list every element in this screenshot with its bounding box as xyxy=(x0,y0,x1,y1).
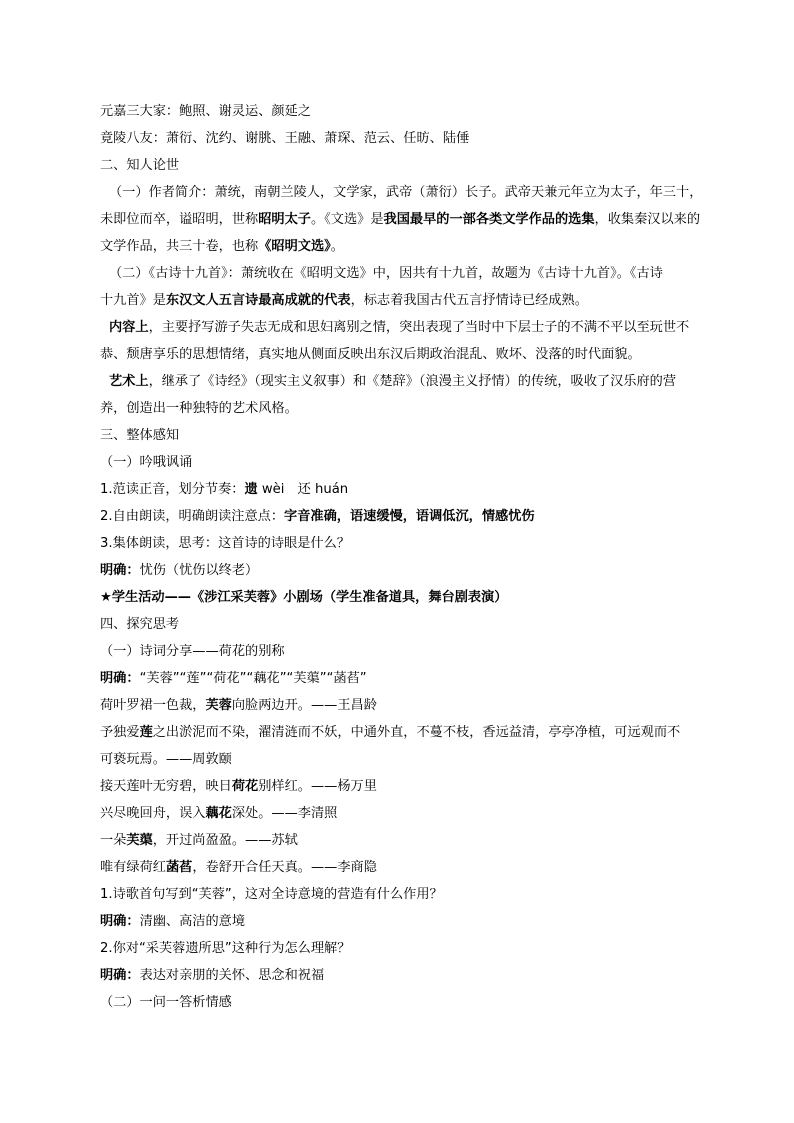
paragraph-line: （二）《古诗十九首》：萧统收在《昭明文选》中，因共有十九首，故题为《古诗十九首》。《古诗 xyxy=(109,266,663,281)
poem-line: 可亵玩焉。——周敦颐 xyxy=(100,752,232,767)
section-heading: 二、知人论世 xyxy=(100,158,180,173)
poem-line: 一朵芙蕖，开过尚盈盈。——苏轼 xyxy=(100,833,298,848)
poem-line: 荷叶罗裙一色裁，芙蓉向脸两边开。——王昌龄 xyxy=(100,698,377,713)
subsection-heading: （一）吟哦讽诵 xyxy=(100,455,193,470)
answer-line: 明确：清幽、高洁的意境 xyxy=(100,914,246,929)
list-item: 2.你对“采芙蓉遗所思”这种行为怎么理解？ xyxy=(100,941,351,956)
paragraph-line: 文学作品，共三十卷，也称《昭明文选》。 xyxy=(100,239,344,254)
text-line: 竟陵八友：萧衍、沈约、谢朓、王融、萧琛、范云、任昉、陆倕 xyxy=(100,131,470,146)
list-item: 2.自由朗读，明确朗读注意点：字音准确，语速缓慢，语调低沉，情感忧伤 xyxy=(100,509,535,524)
paragraph-line: 养，创造出一种独特的艺术风格。 xyxy=(100,401,298,416)
text-line: 元嘉三大家：鲍照、谢灵运、颜延之 xyxy=(100,104,311,119)
paragraph-line: 未即位而卒，谥昭明，世称昭明太子。《文选》是我国最早的一部各类文学作品的选集，收集秦汉以来的 xyxy=(100,212,701,227)
subsection-heading: （二）一问一答析情感 xyxy=(100,995,232,1010)
list-item: 1.诗歌首句写到“芙蓉”，这对全诗意境的营造有什么作用？ xyxy=(100,887,443,902)
poem-line: 唯有绿荷红菡萏，卷舒开合任天真。——李商隐 xyxy=(100,860,377,875)
paragraph-line: 十九首》是东汉文人五言诗最高成就的代表，标志着我国古代五言抒情诗已经成熟。 xyxy=(100,293,588,308)
answer-line: 明确：表达对亲朋的关怀、思念和祝福 xyxy=(100,968,325,983)
subsection-heading: （一）诗词分享——荷花的别称 xyxy=(100,644,285,659)
paragraph-line: 艺术上，继承了《诗经》（现实主义叙事）和《楚辞》（浪漫主义抒情）的传统，吸收了汉乐府的营 xyxy=(109,374,677,389)
section-heading: 四、探究思考 xyxy=(100,617,180,632)
paragraph-line: （一）作者简介：萧统，南朝兰陵人，文学家，武帝（萧衍）长子。武帝天兼元年立为太子，年三十， xyxy=(109,185,703,200)
poem-line: 接天莲叶无穷碧，映日荷花别样红。——杨万里 xyxy=(100,779,377,794)
answer-line: 明确：“芙蓉”“莲”“荷花”“藕花”“芙蕖”“菡萏” xyxy=(100,671,367,686)
list-item: 3.集体朗读，思考：这首诗的诗眼是什么？ xyxy=(100,536,350,551)
poem-line: 予独爱莲之出淤泥而不染，濯清涟而不妖，中通外直，不蔓不枝，香远益清，亭亭净植，可远观而不 xyxy=(100,725,681,740)
answer-line: 明确：忧伤（忧伤以终老） xyxy=(100,563,259,578)
section-heading: 三、整体感知 xyxy=(100,428,180,443)
poem-line: 兴尽晚回舟，误入藕花深处。——李清照 xyxy=(100,806,338,821)
paragraph-line: 内容上，主要抒写游子失志无成和思妇离别之情，突出表现了当时中下层士子的不满不平以至玩世不 xyxy=(109,320,690,335)
list-item: 1.范读正音，划分节奏：遗 wèi 还 huán xyxy=(100,482,349,497)
activity-line: ★学生活动——《涉江采芙蓉》小剧场（学生准备道具，舞台剧表演） xyxy=(100,590,508,605)
paragraph-line: 恭、颓唐享乐的思想情绪，真实地从侧面反映出东汉后期政治混乱、败坏、没落的时代面貌。 xyxy=(100,347,641,362)
